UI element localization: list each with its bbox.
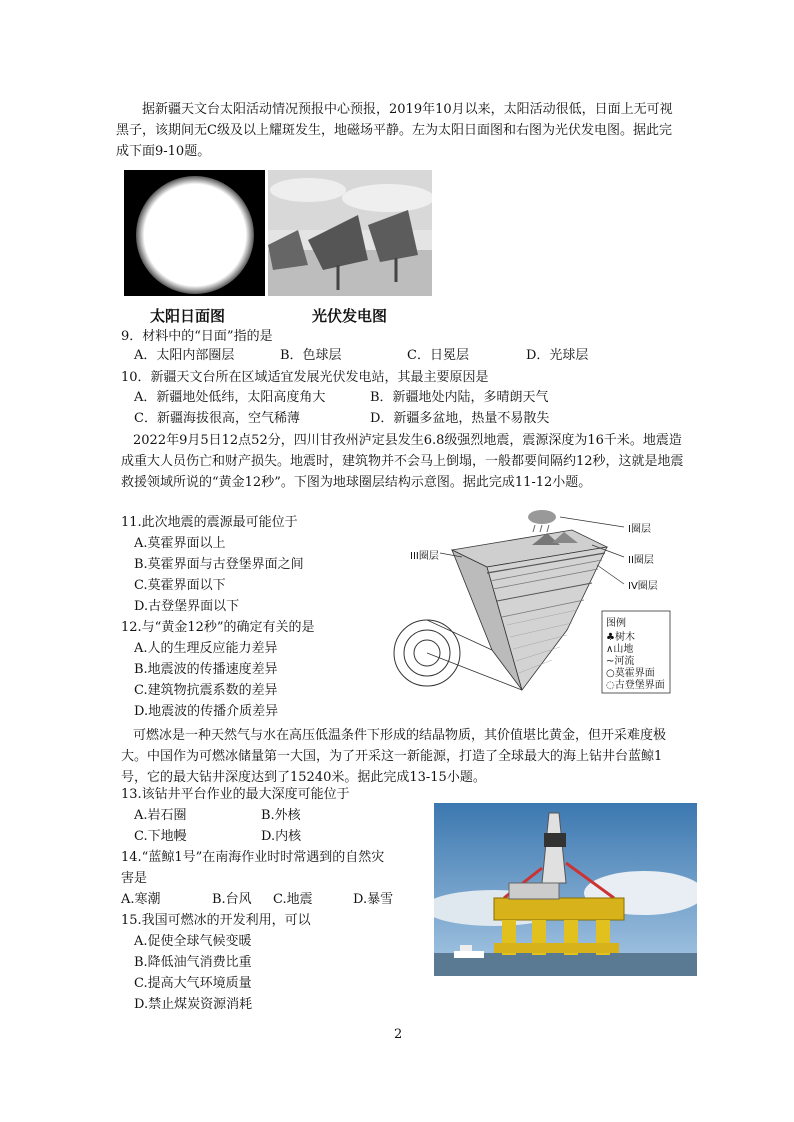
page-number: 2	[394, 1027, 403, 1042]
q11-option-a: A.莫霍界面以上	[134, 536, 226, 551]
q9-option-a: A．太阳内部圈层	[134, 348, 235, 363]
intro-paragraph-combustible-ice: 可燃冰是一种天然气与水在高压低温条件下形成的结晶物质，其价值堪比黄金，但开采难度极大。中国作为可燃冰储量第一大国，为了开采这一新能源，打造了全球最大的海上钻井台蓝鲸1号，它的最大钻井深度达到了15240米。据此完成13-15小题。	[121, 728, 667, 785]
q9-option-d: D．光球层	[526, 348, 589, 363]
q10-stem: 10．新疆天文台所在区域适宜发展光伏发电站，其最主要原因是	[121, 370, 489, 385]
q11-option-d: D.古登堡界面以下	[134, 599, 240, 614]
q10-option-c: C．新疆海拔很高，空气稀薄	[134, 411, 300, 426]
legend-mountain: ∧山地	[606, 644, 634, 655]
mountain-icon: ∧	[606, 644, 614, 655]
drilling-platform-image	[434, 803, 697, 976]
intro-paragraph-solar: 据新疆天文台太阳活动情况预报中心预报，2019年10月以来，太阳活动很低，日面上无可视黑子，该期间无C级及以上耀斑发生，地磁场平静。左为太阳日面图和右图为光伏发电图。据此完成下面9-10题。	[116, 102, 673, 159]
earth-layers-diagram	[392, 505, 674, 700]
q13-stem: 13.该钻井平台作业的最大深度可能位于	[121, 787, 350, 802]
sun-disk-image	[124, 170, 265, 296]
intro-paragraph-earthquake: 2022年9月5日12点52分，四川甘孜州泸定县发生6.8级强烈地震，震源深度为16千米。地震造成重大人员伤亡和财产损失。地震时，建筑物并不会马上倒塌，一般都要间隔约12秒，这就是地震救援领域所说的“黄金12秒”。下图为地球圈层结构示意图。据此完成11-12小题。	[121, 433, 684, 490]
q9-option-c: C．日冕层	[407, 348, 469, 363]
legend-moho: ○莫霍界面	[606, 668, 655, 679]
sun-caption: 太阳日面图	[150, 307, 226, 325]
q14-stem-line1: 14.“蓝鲸1号”在南海作业时时常遇到的自然灾	[121, 850, 385, 865]
layer-1-label: I圈层	[628, 524, 651, 535]
q10-option-a: A．新疆地处低纬，太阳高度角大	[134, 390, 326, 405]
q12-option-d: D.地震波的传播介质差异	[134, 704, 279, 719]
photovoltaic-image	[268, 170, 432, 296]
q12-option-b: B.地震波的传播速度差异	[134, 662, 278, 677]
rain-cloud-icon	[528, 510, 556, 524]
q11-option-c: C.莫霍界面以下	[134, 578, 226, 593]
legend-river: ~河流	[606, 656, 635, 667]
q14-option-a: A.寒潮	[121, 892, 161, 907]
q15-option-c: C.提高大气环境质量	[134, 976, 252, 991]
q9-option-b: B．色球层	[280, 348, 342, 363]
q12-option-a: A.人的生理反应能力差异	[134, 641, 278, 656]
q13-option-b: B.外核	[261, 808, 301, 823]
q14-stem-line2: 害是	[121, 871, 148, 886]
legend-gutenberg: ◌古登堡界面	[606, 680, 665, 691]
layer-2-label: II圈层	[628, 555, 654, 566]
q13-option-a: A.岩石圈	[134, 808, 187, 823]
q9-stem: 9．材料中的“日面”指的是	[121, 329, 273, 344]
gutenberg-icon: ◌	[606, 680, 615, 691]
q15-option-d: D.禁止煤炭资源消耗	[134, 997, 253, 1012]
q13-option-d: D.内核	[261, 829, 302, 844]
q11-option-b: B.莫霍界面与古登堡界面之间	[134, 557, 304, 572]
q12-option-c: C.建筑物抗震系数的差异	[134, 683, 278, 698]
q10-option-d: D．新疆多盆地，热量不易散失	[370, 411, 550, 426]
q10-option-b: B．新疆地处内陆，多晴朗天气	[370, 390, 549, 405]
q15-option-a: A.促使全球气候变暖	[134, 934, 252, 949]
q13-option-c: C.下地幔	[134, 829, 187, 844]
q15-option-b: B.降低油气消费比重	[134, 955, 252, 970]
layer-3-label: III圈层	[410, 551, 439, 562]
tree-icon: ♣	[606, 632, 615, 643]
river-icon: ~	[606, 656, 615, 667]
legend-title: 图例	[606, 618, 626, 629]
pv-caption: 光伏发电图	[312, 307, 388, 325]
legend-tree: ♣树木	[606, 632, 635, 643]
q12-stem: 12.与“黄金12秒”的确定有关的是	[121, 620, 315, 635]
layer-4-label: IV圈层	[628, 581, 658, 592]
q14-option-d: D.暴雪	[353, 892, 394, 907]
q15-stem: 15.我国可燃冰的开发利用，可以	[121, 913, 311, 928]
q11-stem: 11.此次地震的震源最可能位于	[121, 515, 298, 530]
q14-option-c: C.地震	[273, 892, 313, 907]
moho-icon: ○	[606, 668, 615, 679]
q14-option-b: B.台风	[212, 892, 252, 907]
